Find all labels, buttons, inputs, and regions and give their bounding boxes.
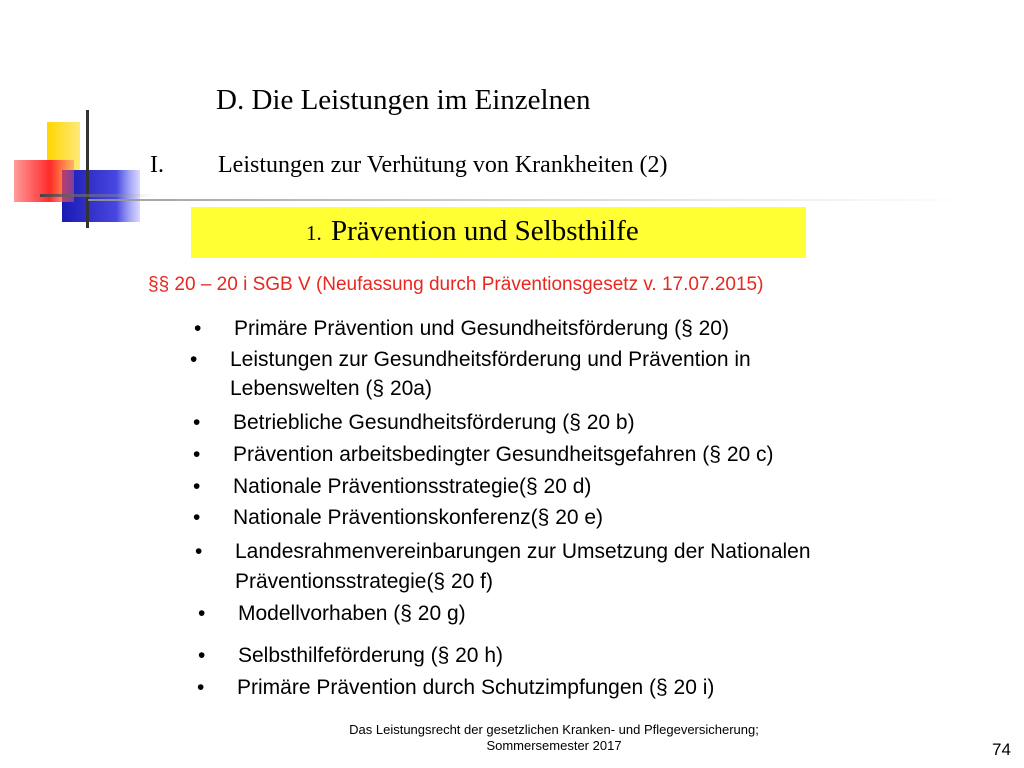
list-item-text-continued: Präventionsstrategie(§ 20 f) [235,570,493,593]
logo-vertical-line [86,110,89,228]
list-item-text: Nationale Präventionsstrategie(§ 20 d) [233,475,592,498]
bullet-icon: • [198,644,206,667]
bullet-icon: • [193,475,201,498]
slide-footer [258,722,850,754]
list-item-text-continued: Lebenswelten (§ 20a) [230,377,432,400]
subtitle-text: Leistungen zur Verhütung von Krankheiten (2) [218,152,668,178]
page-number: 74 [992,740,1011,759]
bullet-icon: • [198,602,206,625]
list-item-text: Primäre Prävention und Gesundheitsförderung (§ 20) [234,317,729,340]
decorative-logo [0,0,160,240]
bullet-icon: • [193,506,201,529]
bullet-icon: • [194,317,202,340]
section-label: Prävention und Selbsthilfe [331,215,639,247]
list-item-text: Leistungen zur Gesundheitsförderung und Prävention in [230,348,751,371]
footer-line-1: Das Leistungsrecht der gesetzlichen Kranken- und Pflegeversicherung; [349,722,759,737]
list-item-text: Betriebliche Gesundheitsförderung (§ 20 b) [233,411,635,434]
slide-title: D. Die Leistungen im Einzelnen [216,84,591,116]
logo-horizontal-line [40,194,158,197]
slide-subtitle [150,152,667,179]
bullet-icon: • [193,411,201,434]
bullet-icon: • [197,676,205,699]
list-item-text: Landesrahmenvereinbarungen zur Umsetzung der Nationalen [235,540,811,563]
subtitle-number: I. [150,152,164,178]
list-item-text: Modellvorhaben (§ 20 g) [238,602,466,625]
legal-reference: §§ 20 – 20 i SGB V (Neufassung durch Präventionsgesetz v. 17.07.2015) [148,274,764,295]
bullet-icon: • [190,348,198,371]
section-heading-box [191,207,806,258]
list-item-text: Primäre Prävention durch Schutzimpfungen (§ 20 i) [237,676,715,699]
divider-line [88,199,978,201]
list-item-text: Prävention arbeitsbedingter Gesundheitsgefahren (§ 20 c) [233,443,774,466]
footer-line-2: Sommersemester 2017 [486,738,622,753]
bullet-icon: • [195,540,203,563]
bullet-icon: • [193,443,201,466]
list-item-text: Selbsthilfeförderung (§ 20 h) [238,644,503,667]
section-number: 1. [306,221,322,245]
list-item-text: Nationale Präventionskonferenz(§ 20 e) [233,506,604,529]
